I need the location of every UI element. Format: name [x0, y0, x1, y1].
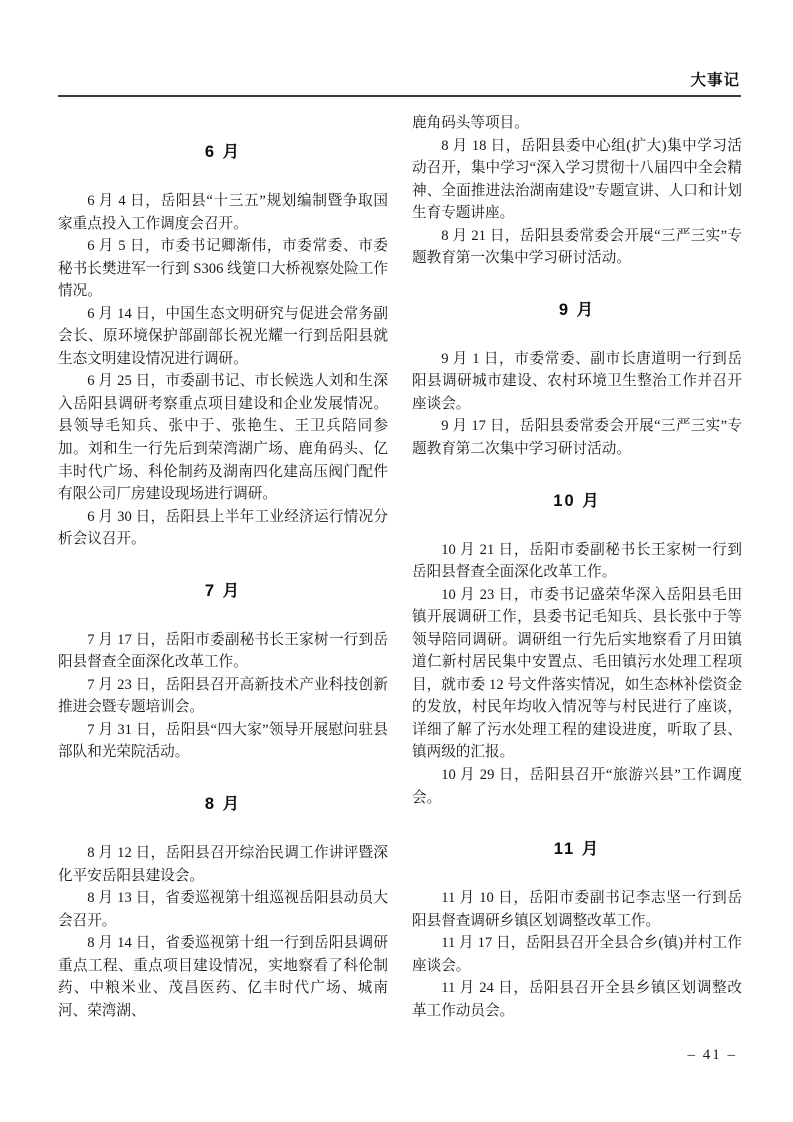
entry-paragraph: 8 月 21 日，岳阳县委常委会开展“三严三实”专题教育第一次集中学习研讨活动。: [412, 227, 742, 267]
entry-paragraph: 9 月 1 日，市委常委、副市长唐道明一行到岳阳县调研城市建设、农村环境卫生整治工作并召开座谈会。: [412, 350, 742, 412]
entry-paragraph: 9 月 17 日，岳阳县委常委会开展“三严三实”专题教育第二次集中学习研讨活动。: [412, 418, 742, 458]
continuation-paragraph: 鹿角码头等项目。: [412, 115, 529, 131]
month-heading: 9 月: [558, 300, 596, 319]
right-column: [412, 112, 742, 1022]
entry-paragraph: 8 月 12 日，岳阳县召开综治民调工作讲评暨深化平安岳阳县建设会。: [58, 845, 388, 884]
header-rule: [58, 95, 741, 97]
entry-paragraph: 6 月 5 日，市委书记卿渐伟，市委常委、市委秘书长樊进军一行到 S306 线筻口大桥视察处险工作情况。: [58, 238, 388, 300]
entry-paragraph: 7 月 17 日，岳阳市委副秘书长王家树一行到岳阳县督查全面深化改革工作。: [58, 631, 388, 671]
month-heading: 11 月: [553, 840, 601, 859]
entry-paragraph: 10 月 29 日，岳阳县召开“旅游兴县”工作调度会。: [412, 767, 742, 806]
month-heading: 8 月: [204, 795, 242, 814]
entry-paragraph: 8 月 14 日，省委巡视第十组一行到岳阳县调研重点工程、重点项目建设情况，实地察看了科伦制药、中粮米业、茂昌医药、亿丰时代广场、城南河、荣湾湖、: [58, 935, 388, 1019]
entry-paragraph: 11 月 17 日，岳阳县召开全县合乡(镇)并村工作座谈会。: [412, 935, 742, 974]
entry-paragraph: 6 月 30 日，岳阳县上半年工业经济运行情况分析会议召开。: [58, 508, 388, 548]
entry-paragraph: 7 月 23 日，岳阳县召开高新技术产业科技创新推进会暨专题培训会。: [58, 676, 388, 716]
left-column: [58, 112, 388, 1022]
month-heading: 10 月: [553, 491, 601, 510]
entry-paragraph: 7 月 31 日，岳阳县“四大家”领导开展慰问驻县部队和光荣院活动。: [58, 721, 388, 761]
entry-paragraph: 11 月 10 日，岳阳市委副书记李志坚一行到岳阳县督查调研乡镇区划调整改革工作。: [412, 890, 742, 929]
running-head-title: 大事记: [690, 72, 740, 89]
entry-paragraph: 11 月 24 日，岳阳县召开全县乡镇区划调整改革工作动员会。: [412, 980, 742, 1019]
page-footer: [58, 1046, 741, 1064]
entry-paragraph: 6 月 4 日，岳阳县“十三五”规划编制暨争取国家重点投入工作调度会召开。: [58, 193, 388, 232]
month-heading: 7 月: [204, 581, 242, 600]
entry-paragraph: 6 月 14 日，中国生态文明研究与促进会常务副会长、原环境保护部副部长祝光耀一行到岳阳县就生态文明建设情况进行调研。: [58, 305, 388, 367]
entry-paragraph: 8 月 18 日，岳阳县委中心组(扩大)集中学习活动召开，集中学习“深入学习贯彻十八届四中全会精神、全面推进法治湖南建设”专题宣讲、人口和计划生育专题讲座。: [412, 137, 742, 222]
entry-paragraph: 10 月 23 日，市委书记盛荣华深入岳阳县毛田镇开展调研工作，县委书记毛知兵、县长张中于等领导陪同调研。调研组一行先后实地察看了月田镇道仁新村居民集中安置点、毛田镇污水处理工程项目，就市委 12 号文件落实情况，如生态林补偿资金的发放，村民年均收入情况等与村民进行了座谈，详细了解了污水处理工程的建设进度，听取了县、镇两级的汇报。: [412, 586, 742, 761]
entry-paragraph: 8 月 13 日，省委巡视第十组巡视岳阳县动员大会召开。: [58, 890, 388, 929]
month-heading: 6 月: [204, 143, 242, 161]
entry-paragraph: 6 月 25 日，市委副书记、市长候选人刘和生深入岳阳县调研考察重点项目建设和企业发展情况。县领导毛知兵、张中于、张艳生、王卫兵陪同参加。刘和生一行先后到荣湾湖广场、鹿角码头、亿丰时代广场、科伦制药及湖南四化建高压阀门配件有限公司厂房建设现场进行调研。: [58, 373, 388, 503]
page-number: – 41 –: [687, 1047, 737, 1063]
entry-paragraph: 10 月 21 日，岳阳市委副秘书长王家树一行到岳阳县督查全面深化改革工作。: [412, 541, 742, 581]
page-header: [58, 68, 741, 97]
two-column-content: [58, 112, 742, 1022]
